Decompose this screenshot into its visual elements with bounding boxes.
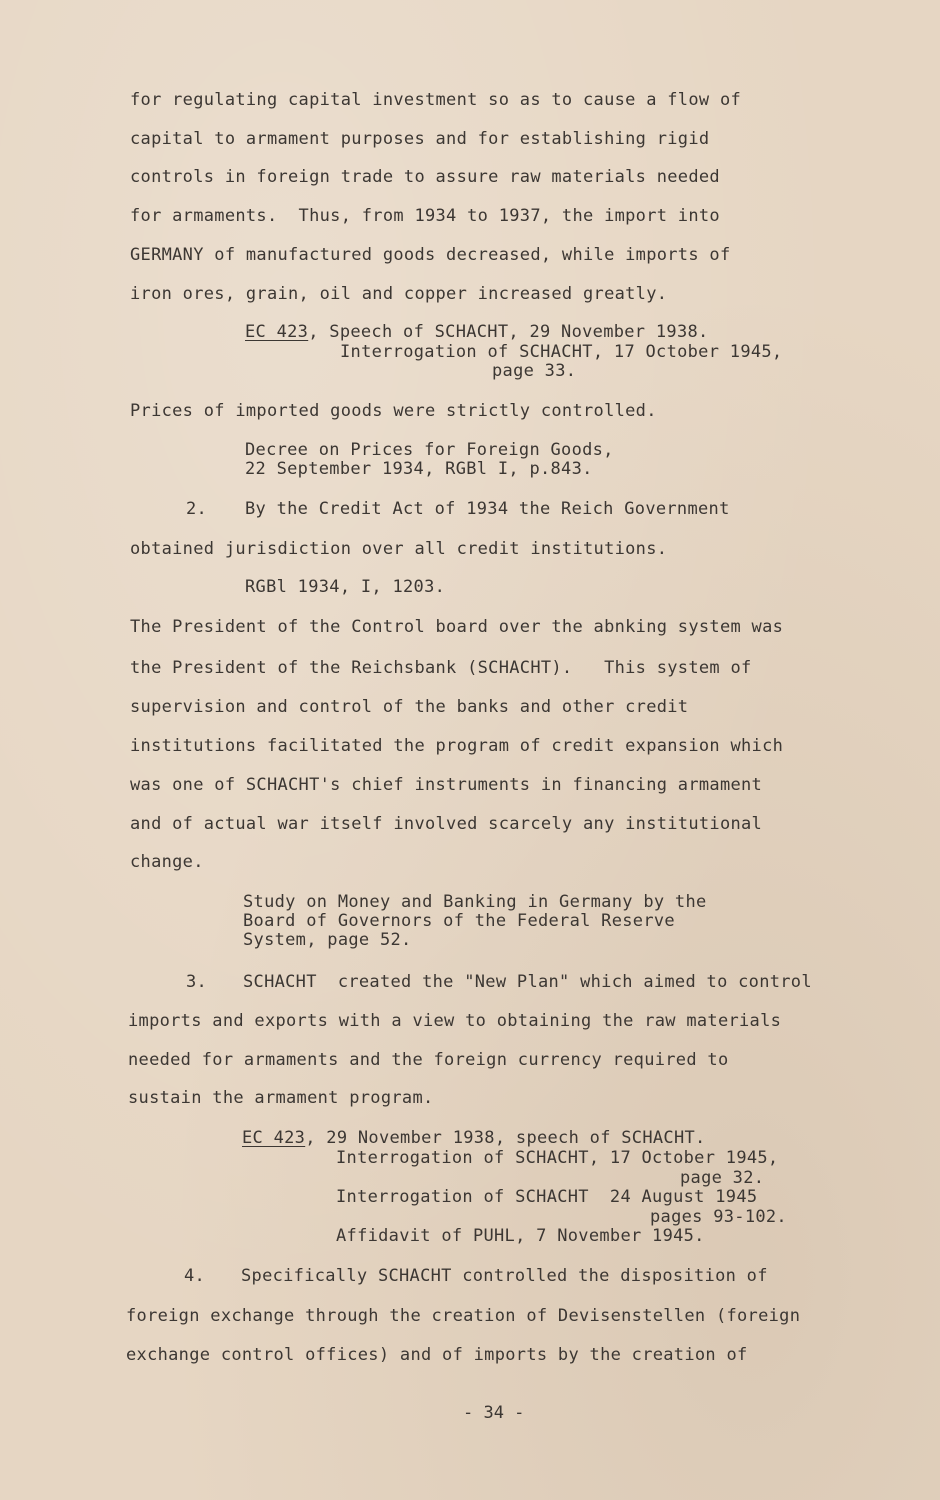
citation-line: Board of Governors of the Federal Reserve	[243, 911, 675, 931]
body-line: change.	[130, 852, 204, 872]
body-line: institutions facilitated the program of credit expansion which	[130, 736, 784, 756]
paragraph-number: 3.	[186, 972, 208, 992]
citation-line: page 33.	[492, 361, 577, 381]
body-line: obtained jurisdiction over all credit institutions.	[130, 539, 668, 559]
body-line: iron ores, grain, oil and copper increased greatly.	[130, 284, 668, 304]
citation-line: System, page 52.	[243, 930, 412, 950]
citation-line: Interrogation of SCHACHT, 17 October 1945,	[340, 342, 783, 362]
body-line: was one of SCHACHT's chief instruments in financing armament	[130, 775, 763, 795]
citation-line	[242, 1129, 706, 1149]
page-number: - 34 -	[463, 1403, 525, 1423]
citation-code: EC 423	[242, 1128, 306, 1148]
citation-line: RGBl 1934, I, 1203.	[245, 577, 446, 597]
body-line: and of actual war itself involved scarcely any institutional	[130, 814, 763, 834]
body-line: exchange control offices) and of imports by the creation of	[126, 1345, 748, 1365]
citation-line: Affidavit of PUHL, 7 November 1945.	[336, 1226, 705, 1246]
body-line: the President of the Reichsbank (SCHACHT). This system of	[130, 658, 752, 678]
citation-line: page 32.	[680, 1168, 765, 1188]
citation-line: Decree on Prices for Foreign Goods,	[245, 440, 614, 460]
citation-line: pages 93-102.	[650, 1207, 787, 1227]
citation-text: , Speech of SCHACHT, 29 November 1938.	[308, 322, 709, 342]
citation-line: Interrogation of SCHACHT 24 August 1945	[336, 1187, 758, 1207]
citation-line: Study on Money and Banking in Germany by the	[243, 892, 707, 912]
body-line: capital to armament purposes and for establishing rigid	[130, 129, 710, 149]
body-line: supervision and control of the banks and other credit	[130, 697, 689, 717]
body-line: needed for armaments and the foreign currency required to	[128, 1050, 729, 1070]
citation-text: , 29 November 1938, speech of SCHACHT.	[305, 1128, 706, 1148]
body-line: By the Credit Act of 1934 the Reich Government	[245, 499, 730, 519]
citation-line	[245, 323, 709, 343]
body-line: for armaments. Thus, from 1934 to 1937, the import into	[130, 206, 720, 226]
citation-line: Interrogation of SCHACHT, 17 October 1945,	[336, 1148, 779, 1168]
body-line: Specifically SCHACHT controlled the disposition of	[241, 1266, 768, 1286]
body-line: for regulating capital investment so as to cause a flow of	[130, 90, 742, 110]
citation-code: EC 423	[245, 322, 309, 342]
paragraph-number: 4.	[184, 1266, 206, 1286]
body-line: foreign exchange through the creation of Devisenstellen (foreign	[126, 1306, 801, 1326]
citation-line: 22 September 1934, RGBl I, p.843.	[245, 459, 593, 479]
body-line: imports and exports with a view to obtaining the raw materials	[128, 1011, 782, 1031]
paragraph-number: 2.	[186, 499, 208, 519]
body-line: controls in foreign trade to assure raw materials needed	[130, 167, 720, 187]
body-line: GERMANY of manufactured goods decreased, while imports of	[130, 245, 731, 265]
body-line: The President of the Control board over the abnking system was	[130, 617, 784, 637]
body-line: sustain the armament program.	[128, 1088, 434, 1108]
body-line: Prices of imported goods were strictly controlled.	[130, 401, 657, 421]
body-line: SCHACHT created the "New Plan" which aimed to control	[243, 972, 812, 992]
